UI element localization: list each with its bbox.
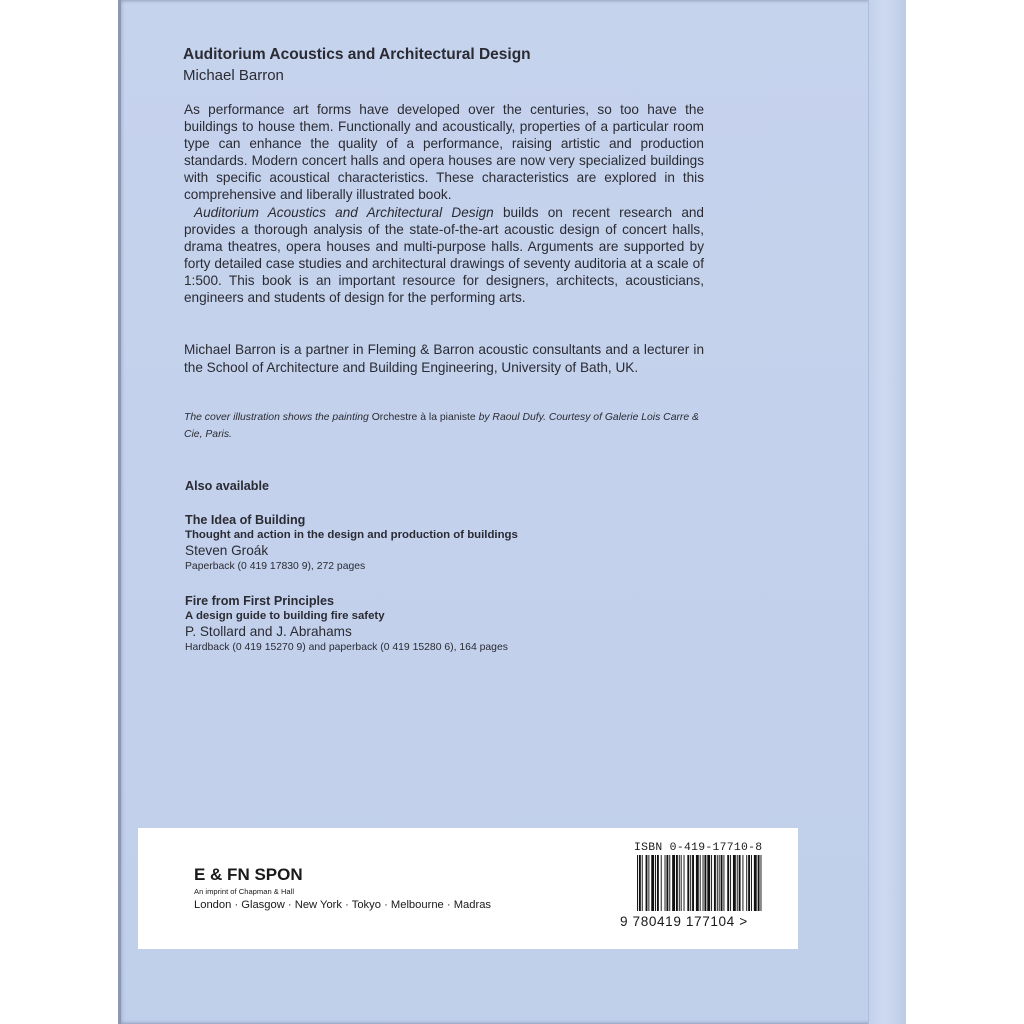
cover-left-edge <box>118 0 121 1024</box>
barcode-bar <box>723 855 724 911</box>
barcode-bar <box>665 855 666 911</box>
barcode-bar <box>687 855 689 911</box>
barcode-bar <box>717 855 718 911</box>
barcode-bar <box>748 855 750 911</box>
barcode-bar <box>676 855 678 911</box>
barcode-bar <box>737 855 738 911</box>
also-available-heading: Also available <box>185 479 269 493</box>
barcode-bar <box>679 855 680 911</box>
cover-spine-edge <box>868 0 906 1024</box>
blurb-title-reference: Auditorium Acoustics and Architectural Design <box>194 204 494 220</box>
barcode-graphic <box>636 855 762 911</box>
book-listing-title: Fire from First Principles <box>185 594 335 608</box>
barcode-bar <box>761 855 762 911</box>
also-available-book <box>185 593 508 656</box>
publisher-cities: London · Glasgow · New York · Tokyo · Melbourne · Madras <box>194 899 492 911</box>
barcode-bar <box>692 855 694 911</box>
book-title: Auditorium Acoustics and Architectural Design <box>183 46 531 63</box>
barcode-bar <box>696 855 699 911</box>
barcode-bar <box>700 855 701 911</box>
book-listing-subtitle: Thought and action in the design and production of buildings <box>185 529 518 541</box>
barcode-digits: 9 780419 177104 > <box>620 914 748 929</box>
barcode-bar <box>721 855 723 911</box>
barcode-bar <box>758 855 760 911</box>
barcode-bar <box>751 855 752 911</box>
credit-painting-name: Orchestre à la pianiste <box>371 412 476 423</box>
barcode-bar <box>754 855 757 911</box>
also-available-book <box>185 512 518 575</box>
barcode-bar <box>666 855 668 911</box>
barcode-bar <box>730 855 731 911</box>
barcode-bar <box>646 855 648 911</box>
publisher-imprint: An imprint of Chapman & Hall <box>194 887 295 896</box>
book-listing-subtitle: A design guide to building fire safety <box>185 610 385 622</box>
barcode-bar <box>742 855 743 911</box>
barcode-bar <box>661 855 662 911</box>
barcode-bar <box>648 855 649 911</box>
barcode-bar <box>669 855 670 911</box>
barcode-bar <box>684 855 685 911</box>
publisher-name: E & FN SPON <box>194 865 303 884</box>
barcode-bar <box>727 855 729 911</box>
barcode-bar <box>657 855 659 911</box>
barcode-bar <box>711 855 712 911</box>
barcode-bar <box>703 855 704 911</box>
barcode-bar <box>690 855 691 911</box>
barcode-bar <box>639 855 641 911</box>
barcode-bar <box>651 855 654 911</box>
book-author: Michael Barron <box>183 67 284 84</box>
barcode-bar <box>707 855 710 911</box>
barcode-bar <box>719 855 720 911</box>
barcode-bar <box>681 855 682 911</box>
cover-credit <box>184 409 706 443</box>
isbn-label: ISBN 0-419-17710-8 <box>634 842 763 854</box>
barcode-bar <box>642 855 643 911</box>
barcode-bar <box>672 855 675 911</box>
barcode-bar <box>746 855 747 911</box>
barcode-bar <box>704 855 706 911</box>
book-listing-title: The Idea of Building <box>185 513 306 527</box>
blurb-paragraph-2-text: builds on recent research and provides a thorough analysis of the state-of-the-art acoustic design of concert halls, drama theatres, opera houses and multi-purpose halls. Arguments are supported by forty detailed case studies and architectural drawings of seventy auditoria at a scale of 1:500. This book is an important resource for designers, architects, acousticians, engineers and students of design for the performing arts. <box>184 204 704 306</box>
author-bio: Michael Barron is a partner in Fleming & Barron acoustic consultants and a lecturer in the School of Architecture and Building Engineering, University of Bath, UK. <box>184 342 704 375</box>
book-listing-author: Steven Groák <box>185 543 269 558</box>
barcode-bar <box>637 855 638 911</box>
barcode-bar <box>733 855 736 911</box>
book-listing-details: Hardback (0 419 15270 9) and paperback (0 419 15280 6), 164 pages <box>185 642 508 653</box>
barcode-bar <box>714 855 716 911</box>
book-listing-details: Paperback (0 419 17830 9), 272 pages <box>185 561 366 572</box>
credit-text-2: by Raoul Dufy. Courtesy of Galerie Lois Carre & Cie, Paris. <box>184 412 699 440</box>
blurb-paragraph-2 <box>184 204 704 307</box>
credit-text-1: The cover illustration shows the painting <box>184 412 372 423</box>
barcode-bar <box>655 855 656 911</box>
barcode-bar <box>739 855 741 911</box>
book-blurb <box>184 101 704 306</box>
blurb-paragraph-1: As performance art forms have developed over the centuries, so too have the buildings to house them. Functionally and acoustically, properties of a particular room type can enhance the quality of a performance, raising artistic and production standards. Modern concert halls and opera houses are now very specialized buildings with specific acoustical characteristics. These characteristics are explored in this comprehensive and liberally illustrated book. <box>184 102 704 203</box>
book-listing-author: P. Stollard and J. Abrahams <box>185 624 352 639</box>
